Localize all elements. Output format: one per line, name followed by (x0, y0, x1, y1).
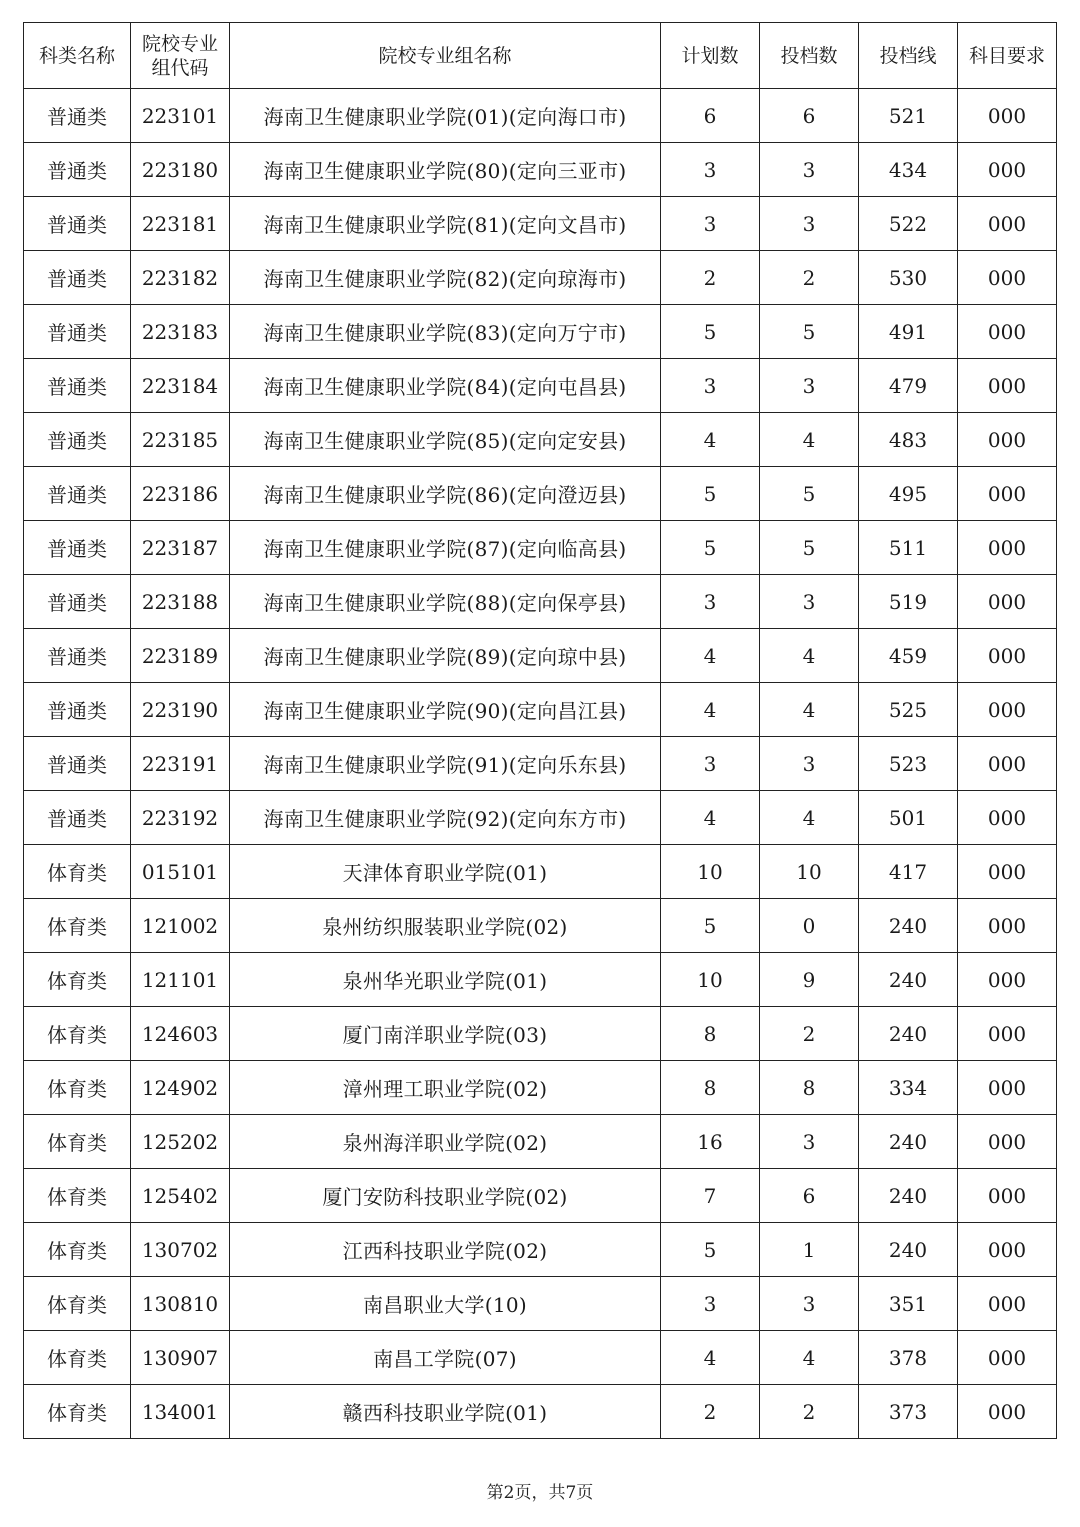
cell-group-name: 泉州海洋职业学院(02) (230, 1115, 661, 1169)
table-row (24, 683, 1057, 737)
cell-subject-requirement: 000 (958, 1169, 1057, 1223)
cell-category: 体育类 (24, 1169, 131, 1223)
cell-group-code: 223191 (131, 737, 230, 791)
cell-admitted-count: 8 (760, 1061, 859, 1115)
table-row (24, 521, 1057, 575)
cell-subject-requirement: 000 (958, 575, 1057, 629)
cell-plan-count: 4 (661, 1331, 760, 1385)
cell-category: 体育类 (24, 1061, 131, 1115)
cell-group-code: 015101 (131, 845, 230, 899)
cell-category: 普通类 (24, 413, 131, 467)
cell-group-code: 125202 (131, 1115, 230, 1169)
cell-admitted-count: 4 (760, 1331, 859, 1385)
table-row (24, 89, 1057, 143)
cell-subject-requirement: 000 (958, 305, 1057, 359)
cell-score-line: 240 (859, 1007, 958, 1061)
cell-score-line: 334 (859, 1061, 958, 1115)
cell-admitted-count: 5 (760, 305, 859, 359)
cell-score-line: 519 (859, 575, 958, 629)
cell-score-line: 491 (859, 305, 958, 359)
cell-admitted-count: 3 (760, 197, 859, 251)
cell-subject-requirement: 000 (958, 467, 1057, 521)
cell-group-name: 南昌工学院(07) (230, 1331, 661, 1385)
cell-group-code: 223184 (131, 359, 230, 413)
cell-plan-count: 10 (661, 953, 760, 1007)
cell-score-line: 495 (859, 467, 958, 521)
cell-admitted-count: 4 (760, 413, 859, 467)
cell-category: 体育类 (24, 1331, 131, 1385)
table-row (24, 629, 1057, 683)
cell-admitted-count: 9 (760, 953, 859, 1007)
table-row (24, 143, 1057, 197)
cell-group-name: 泉州纺织服装职业学院(02) (230, 899, 661, 953)
cell-category: 体育类 (24, 1277, 131, 1331)
cell-plan-count: 16 (661, 1115, 760, 1169)
cell-group-code: 223181 (131, 197, 230, 251)
header-category: 科类名称 (24, 23, 131, 89)
cell-subject-requirement: 000 (958, 899, 1057, 953)
cell-score-line: 521 (859, 89, 958, 143)
table-row (24, 359, 1057, 413)
cell-subject-requirement: 000 (958, 1061, 1057, 1115)
cell-group-code: 223190 (131, 683, 230, 737)
table-row (24, 953, 1057, 1007)
cell-category: 体育类 (24, 1007, 131, 1061)
table-header (24, 23, 1057, 89)
cell-group-name: 海南卫生健康职业学院(90)(定向昌江县) (230, 683, 661, 737)
cell-subject-requirement: 000 (958, 143, 1057, 197)
cell-category: 普通类 (24, 251, 131, 305)
cell-group-name: 厦门南洋职业学院(03) (230, 1007, 661, 1061)
cell-group-code: 223189 (131, 629, 230, 683)
cell-admitted-count: 3 (760, 143, 859, 197)
cell-admitted-count: 1 (760, 1223, 859, 1277)
cell-admitted-count: 0 (760, 899, 859, 953)
header-row (24, 23, 1057, 89)
cell-group-code: 124603 (131, 1007, 230, 1061)
table-row (24, 1007, 1057, 1061)
cell-group-name: 海南卫生健康职业学院(91)(定向乐东县) (230, 737, 661, 791)
cell-subject-requirement: 000 (958, 737, 1057, 791)
table-row (24, 575, 1057, 629)
cell-group-code: 124902 (131, 1061, 230, 1115)
table-row (24, 1223, 1057, 1277)
header-plan-count: 计划数 (661, 23, 760, 89)
cell-admitted-count: 4 (760, 683, 859, 737)
cell-admitted-count: 2 (760, 1007, 859, 1061)
cell-subject-requirement: 000 (958, 359, 1057, 413)
cell-plan-count: 3 (661, 575, 760, 629)
cell-group-name: 天津体育职业学院(01) (230, 845, 661, 899)
cell-category: 体育类 (24, 953, 131, 1007)
cell-subject-requirement: 000 (958, 1115, 1057, 1169)
header-score-line: 投档线 (859, 23, 958, 89)
cell-score-line: 240 (859, 1223, 958, 1277)
cell-plan-count: 4 (661, 791, 760, 845)
cell-group-code: 223182 (131, 251, 230, 305)
table-row (24, 1115, 1057, 1169)
cell-subject-requirement: 000 (958, 1007, 1057, 1061)
cell-plan-count: 7 (661, 1169, 760, 1223)
table-row (24, 1061, 1057, 1115)
cell-score-line: 351 (859, 1277, 958, 1331)
cell-category: 普通类 (24, 305, 131, 359)
cell-score-line: 434 (859, 143, 958, 197)
table-row (24, 1331, 1057, 1385)
cell-category: 普通类 (24, 521, 131, 575)
cell-plan-count: 8 (661, 1007, 760, 1061)
cell-group-name: 海南卫生健康职业学院(92)(定向东方市) (230, 791, 661, 845)
cell-group-code: 223185 (131, 413, 230, 467)
cell-admitted-count: 2 (760, 251, 859, 305)
table-row (24, 1385, 1057, 1439)
cell-subject-requirement: 000 (958, 953, 1057, 1007)
cell-plan-count: 5 (661, 899, 760, 953)
cell-category: 体育类 (24, 1115, 131, 1169)
cell-plan-count: 4 (661, 683, 760, 737)
cell-admitted-count: 10 (760, 845, 859, 899)
cell-subject-requirement: 000 (958, 197, 1057, 251)
cell-group-name: 海南卫生健康职业学院(87)(定向临高县) (230, 521, 661, 575)
cell-plan-count: 3 (661, 143, 760, 197)
cell-admitted-count: 3 (760, 359, 859, 413)
header-subject-requirement: 科目要求 (958, 23, 1057, 89)
header-admitted-count: 投档数 (760, 23, 859, 89)
cell-plan-count: 3 (661, 197, 760, 251)
cell-subject-requirement: 000 (958, 845, 1057, 899)
cell-subject-requirement: 000 (958, 251, 1057, 305)
cell-plan-count: 8 (661, 1061, 760, 1115)
table-row (24, 1277, 1057, 1331)
header-group-name: 院校专业组名称 (230, 23, 661, 89)
cell-score-line: 483 (859, 413, 958, 467)
cell-score-line: 459 (859, 629, 958, 683)
cell-group-name: 海南卫生健康职业学院(80)(定向三亚市) (230, 143, 661, 197)
cell-subject-requirement: 000 (958, 1223, 1057, 1277)
cell-plan-count: 2 (661, 1385, 760, 1439)
table-row (24, 305, 1057, 359)
cell-group-name: 海南卫生健康职业学院(82)(定向琼海市) (230, 251, 661, 305)
cell-plan-count: 2 (661, 251, 760, 305)
cell-group-code: 125402 (131, 1169, 230, 1223)
cell-group-code: 223188 (131, 575, 230, 629)
admission-table (23, 22, 1057, 1439)
cell-category: 体育类 (24, 899, 131, 953)
cell-score-line: 522 (859, 197, 958, 251)
cell-category: 普通类 (24, 575, 131, 629)
cell-category: 普通类 (24, 197, 131, 251)
cell-subject-requirement: 000 (958, 1385, 1057, 1439)
cell-category: 普通类 (24, 683, 131, 737)
cell-plan-count: 5 (661, 1223, 760, 1277)
cell-score-line: 523 (859, 737, 958, 791)
table-row (24, 899, 1057, 953)
cell-admitted-count: 6 (760, 89, 859, 143)
cell-group-name: 泉州华光职业学院(01) (230, 953, 661, 1007)
cell-group-name: 赣西科技职业学院(01) (230, 1385, 661, 1439)
table-row (24, 1169, 1057, 1223)
cell-score-line: 240 (859, 1169, 958, 1223)
cell-group-code: 130810 (131, 1277, 230, 1331)
cell-subject-requirement: 000 (958, 1331, 1057, 1385)
table-row (24, 413, 1057, 467)
cell-score-line: 373 (859, 1385, 958, 1439)
cell-subject-requirement: 000 (958, 89, 1057, 143)
cell-score-line: 240 (859, 899, 958, 953)
cell-plan-count: 4 (661, 413, 760, 467)
cell-group-name: 海南卫生健康职业学院(88)(定向保亭县) (230, 575, 661, 629)
cell-group-code: 223187 (131, 521, 230, 575)
cell-group-code: 121101 (131, 953, 230, 1007)
cell-category: 体育类 (24, 1223, 131, 1277)
cell-subject-requirement: 000 (958, 521, 1057, 575)
cell-score-line: 417 (859, 845, 958, 899)
table-row (24, 845, 1057, 899)
cell-category: 普通类 (24, 467, 131, 521)
cell-group-code: 223192 (131, 791, 230, 845)
cell-admitted-count: 3 (760, 575, 859, 629)
cell-category: 普通类 (24, 629, 131, 683)
cell-group-name: 厦门安防科技职业学院(02) (230, 1169, 661, 1223)
cell-score-line: 511 (859, 521, 958, 575)
cell-group-code: 223180 (131, 143, 230, 197)
cell-category: 体育类 (24, 1385, 131, 1439)
header-group-code: 院校专业组代码 (131, 23, 230, 89)
cell-plan-count: 3 (661, 737, 760, 791)
cell-admitted-count: 5 (760, 521, 859, 575)
cell-subject-requirement: 000 (958, 413, 1057, 467)
cell-category: 普通类 (24, 791, 131, 845)
cell-group-code: 134001 (131, 1385, 230, 1439)
cell-subject-requirement: 000 (958, 1277, 1057, 1331)
cell-admitted-count: 3 (760, 737, 859, 791)
cell-score-line: 525 (859, 683, 958, 737)
cell-admitted-count: 3 (760, 1277, 859, 1331)
cell-group-name: 海南卫生健康职业学院(01)(定向海口市) (230, 89, 661, 143)
cell-group-name: 漳州理工职业学院(02) (230, 1061, 661, 1115)
cell-subject-requirement: 000 (958, 791, 1057, 845)
cell-group-code: 121002 (131, 899, 230, 953)
cell-score-line: 378 (859, 1331, 958, 1385)
cell-group-name: 海南卫生健康职业学院(86)(定向澄迈县) (230, 467, 661, 521)
cell-group-code: 223183 (131, 305, 230, 359)
cell-group-name: 海南卫生健康职业学院(89)(定向琼中县) (230, 629, 661, 683)
cell-score-line: 240 (859, 1115, 958, 1169)
table-row (24, 737, 1057, 791)
table-row (24, 251, 1057, 305)
cell-admitted-count: 5 (760, 467, 859, 521)
cell-category: 普通类 (24, 737, 131, 791)
cell-score-line: 501 (859, 791, 958, 845)
cell-group-name: 海南卫生健康职业学院(81)(定向文昌市) (230, 197, 661, 251)
page-number: 第2页，共7页 (486, 1483, 594, 1503)
cell-plan-count: 5 (661, 467, 760, 521)
cell-group-name: 海南卫生健康职业学院(85)(定向定安县) (230, 413, 661, 467)
cell-group-name: 海南卫生健康职业学院(83)(定向万宁市) (230, 305, 661, 359)
table-row (24, 197, 1057, 251)
cell-category: 普通类 (24, 359, 131, 413)
cell-category: 普通类 (24, 143, 131, 197)
cell-plan-count: 10 (661, 845, 760, 899)
cell-group-name: 江西科技职业学院(02) (230, 1223, 661, 1277)
cell-score-line: 479 (859, 359, 958, 413)
cell-plan-count: 3 (661, 1277, 760, 1331)
table-body (24, 89, 1057, 1439)
cell-group-code: 130702 (131, 1223, 230, 1277)
cell-score-line: 240 (859, 953, 958, 1007)
cell-category: 体育类 (24, 845, 131, 899)
cell-plan-count: 4 (661, 629, 760, 683)
cell-group-name: 海南卫生健康职业学院(84)(定向屯昌县) (230, 359, 661, 413)
cell-subject-requirement: 000 (958, 629, 1057, 683)
cell-group-code: 130907 (131, 1331, 230, 1385)
cell-admitted-count: 4 (760, 791, 859, 845)
cell-plan-count: 6 (661, 89, 760, 143)
cell-plan-count: 5 (661, 521, 760, 575)
cell-subject-requirement: 000 (958, 683, 1057, 737)
cell-plan-count: 5 (661, 305, 760, 359)
cell-category: 普通类 (24, 89, 131, 143)
table-row (24, 791, 1057, 845)
cell-admitted-count: 6 (760, 1169, 859, 1223)
cell-plan-count: 3 (661, 359, 760, 413)
cell-admitted-count: 2 (760, 1385, 859, 1439)
cell-group-code: 223186 (131, 467, 230, 521)
table-row (24, 467, 1057, 521)
cell-score-line: 530 (859, 251, 958, 305)
cell-group-name: 南昌职业大学(10) (230, 1277, 661, 1331)
cell-admitted-count: 3 (760, 1115, 859, 1169)
cell-group-code: 223101 (131, 89, 230, 143)
cell-admitted-count: 4 (760, 629, 859, 683)
